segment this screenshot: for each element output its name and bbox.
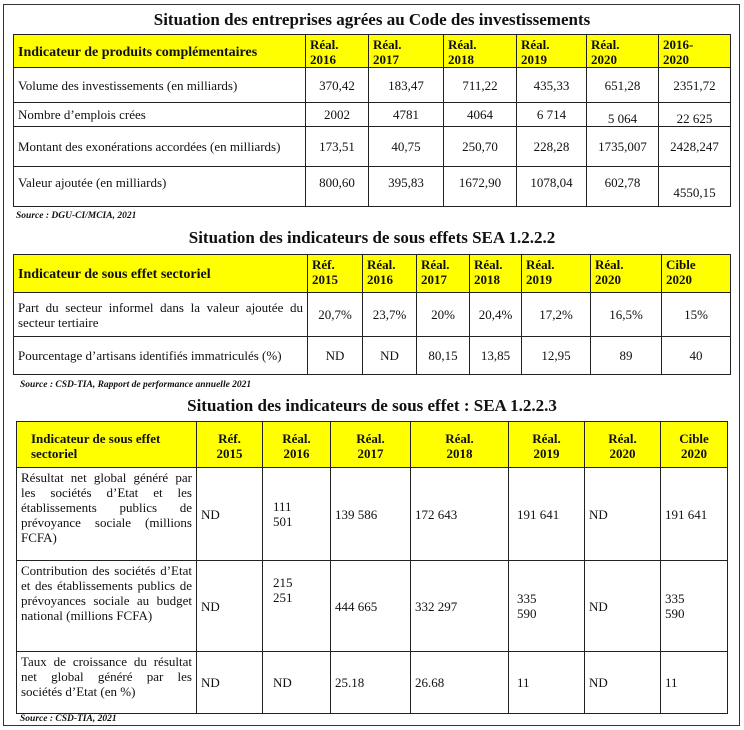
table3-cell: Résultat net global généré par les sociétés d’Etat et les établissements publics de prévoyance sociale (millions FCFA): [17, 468, 197, 561]
table3-header-cell: Indicateur de sous effet sectoriel: [17, 422, 197, 468]
table1-cell: 173,51: [306, 127, 369, 167]
table3-cell: Contribution des sociétés d’Etat et des établissements publics de prévoyances sociale au budget national (millions FCFA): [17, 561, 197, 652]
table3-cell: 26.68: [411, 652, 509, 714]
table3-cell: 139 586: [331, 468, 411, 561]
table-row: [17, 561, 728, 652]
table2-cell: 20,7%: [308, 293, 363, 337]
table2-cell: ND: [308, 337, 363, 375]
table1-title: Situation des entreprises agrées au Code des investissements: [153, 10, 591, 29]
table-row: [14, 68, 731, 103]
table3-header-cell: Réf. 2015: [197, 422, 263, 468]
table-row: [14, 127, 731, 167]
table3-cell: 191 641: [661, 468, 728, 561]
table1-cell: Valeur ajoutée (en milliards): [14, 167, 306, 207]
table1-cell: 1672,90: [444, 167, 517, 207]
table-row: [17, 652, 728, 714]
table3-cell: ND: [197, 561, 263, 652]
table2-cell: Part du secteur informel dans la valeur ajoutée du secteur tertiaire: [14, 293, 308, 337]
table2-title: Situation des indicateurs de sous effets SEA 1.2.2.2: [188, 228, 556, 247]
table1-cell: 1735,007: [587, 127, 659, 167]
table3-cell: 111 501: [263, 468, 331, 561]
table3-header-cell: Réal. 2016: [263, 422, 331, 468]
table2-cell: 80,15: [417, 337, 470, 375]
table2-header-cell: Réf. 2015: [308, 255, 363, 293]
table1-cell: 2351,72: [659, 68, 731, 103]
table1-cell: 800,60: [306, 167, 369, 207]
table3-source: Source : CSD-TIA, 2021: [20, 714, 117, 724]
table3: [16, 421, 728, 714]
table3-cell: ND: [585, 561, 661, 652]
table3-header-cell: Cible 2020: [661, 422, 728, 468]
table-row: [14, 103, 731, 127]
table2-cell: 17,2%: [522, 293, 591, 337]
table3-header-cell: Réal. 2020: [585, 422, 661, 468]
table3-cell: 335 590: [661, 561, 728, 652]
table3-header-cell: Réal. 2017: [331, 422, 411, 468]
table2-cell: 15%: [662, 293, 731, 337]
table1-header-cell: Réal. 2020: [587, 35, 659, 68]
table1-cell: 183,47: [369, 68, 444, 103]
table1-cell: 4781: [369, 103, 444, 127]
table2-cell: 12,95: [522, 337, 591, 375]
table1-cell: Volume des investissements (en milliards): [14, 68, 306, 103]
table3-cell: 444 665: [331, 561, 411, 652]
table3-cell: 335 590: [509, 561, 585, 652]
table3-cell: ND: [585, 652, 661, 714]
table2-cell: 23,7%: [363, 293, 417, 337]
table1-cell: Nombre d’emplois crées: [14, 103, 306, 127]
table1-header-cell: 2016- 2020: [659, 35, 731, 68]
table2-header-cell: Réal. 2016: [363, 255, 417, 293]
table-row: [17, 468, 728, 561]
table1-cell: 602,78: [587, 167, 659, 207]
table1-header-cell: Réal. 2019: [517, 35, 587, 68]
table3-cell: 332 297: [411, 561, 509, 652]
table3-title: Situation des indicateurs de sous effet : SEA 1.2.2.3: [187, 396, 557, 415]
table1-cell: 228,28: [517, 127, 587, 167]
table3-cell: ND: [197, 468, 263, 561]
table2-cell: 20%: [417, 293, 470, 337]
table1-header-cell: Réal. 2017: [369, 35, 444, 68]
table1-cell: 711,22: [444, 68, 517, 103]
table3-cell: Taux de croissance du résultat net global généré par les sociétés d’Etat (en %): [17, 652, 197, 714]
table1-cell: 4064: [444, 103, 517, 127]
table1-header-cell: Indicateur de produits complémentaires: [14, 35, 306, 68]
table2-header-cell: Cible 2020: [662, 255, 731, 293]
table2-header-cell: Indicateur de sous effet sectoriel: [14, 255, 308, 293]
table3-cell: 215 251: [263, 561, 331, 652]
table2-header-row: [14, 255, 731, 293]
table3-header-cell: Réal. 2018: [411, 422, 509, 468]
table2-source: Source : CSD-TIA, Rapport de performance annuelle 2021: [20, 380, 252, 390]
table1-header-cell: Réal. 2016: [306, 35, 369, 68]
table1-cell: 40,75: [369, 127, 444, 167]
table2-cell: 16,5%: [591, 293, 662, 337]
table1-cell: 395,83: [369, 167, 444, 207]
table2-cell: 20,4%: [470, 293, 522, 337]
table1-cell: 651,28: [587, 68, 659, 103]
table1: [13, 34, 731, 207]
table1-header-cell: Réal. 2018: [444, 35, 517, 68]
table3-cell: ND: [197, 652, 263, 714]
table3-cell: ND: [585, 468, 661, 561]
table3-cell: 191 641: [509, 468, 585, 561]
table2-cell: 13,85: [470, 337, 522, 375]
table1-cell: 2002: [306, 103, 369, 127]
table1-cell: 250,70: [444, 127, 517, 167]
table1-source: Source : DGU-CI/MCIA, 2021: [16, 211, 137, 221]
table3-cell: 25.18: [331, 652, 411, 714]
table1-header-row: [14, 35, 731, 68]
table-row: [14, 293, 731, 337]
table3-header-row: [17, 422, 728, 468]
table2: [13, 254, 731, 375]
table1-cell: 22 625: [659, 103, 731, 127]
table3-cell: ND: [263, 652, 331, 714]
table1-cell: 2428,247: [659, 127, 731, 167]
table2-cell: 40: [662, 337, 731, 375]
table2-cell: ND: [363, 337, 417, 375]
table2-header-cell: Réal. 2020: [591, 255, 662, 293]
table2-header-cell: Réal. 2017: [417, 255, 470, 293]
table1-cell: 370,42: [306, 68, 369, 103]
table1-cell: Montant des exonérations accordées (en milliards): [14, 127, 306, 167]
table3-cell: 172 643: [411, 468, 509, 561]
table2-header-cell: Réal. 2018: [470, 255, 522, 293]
table1-cell: 4550,15: [659, 167, 731, 207]
table2-header-cell: Réal. 2019: [522, 255, 591, 293]
table3-header-cell: Réal. 2019: [509, 422, 585, 468]
table2-cell: Pourcentage d’artisans identifiés immatriculés (%): [14, 337, 308, 375]
table2-cell: 89: [591, 337, 662, 375]
table-row: [14, 167, 731, 207]
table3-cell: 11: [661, 652, 728, 714]
table1-cell: 1078,04: [517, 167, 587, 207]
table3-cell: 11: [509, 652, 585, 714]
table1-cell: 6 714: [517, 103, 587, 127]
table-row: [14, 337, 731, 375]
table1-cell: 5 064: [587, 103, 659, 127]
table1-cell: 435,33: [517, 68, 587, 103]
